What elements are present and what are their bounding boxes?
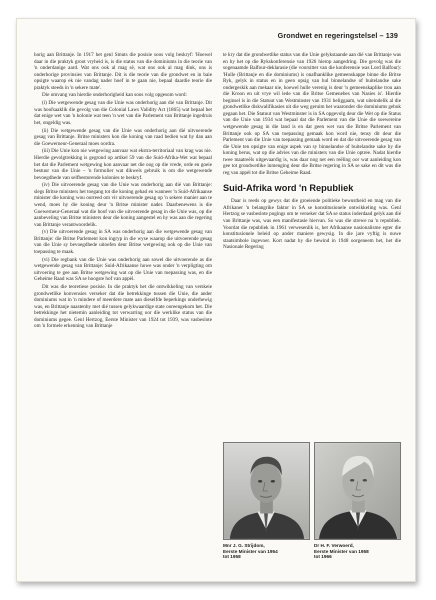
running-header: Grondwet en regeringstelsel – 139 — [277, 31, 398, 40]
photo-caption — [223, 543, 310, 560]
photo-verwoerd — [314, 442, 401, 560]
portrait-graphic — [224, 443, 309, 539]
paragraph: Die omvang van hierdie onderhorigheid kan soos volg opgesom word: — [42, 92, 187, 99]
paragraph: Dit was die teoretiese posisie. In die praktyk het die ontwikkeling van verskeie grondwetlike konvensies verseker dat die betrekkinge tussen die Unie, die ander dominiums wat in 'n mindere of meerdere mate aan dieselfde beperkings onderhewig was, en Brittanje naastenby met dié tussen gelykwaardige state ooreengekom het. Die betrekkinge het nietemin aanleiding tot verwarring oor die werklike status van die dominiums gegee. Genl Hertzog, Eerste Minister van 1924 tot 1939, was vasbeslote om 'n formele erkenning van Brittanje — [34, 284, 212, 330]
photo-strijdom — [223, 442, 310, 560]
caption-line: Mnr J. G. Strijdom, — [223, 543, 265, 548]
paragraph: (i) Die wetgewende gesag van die Unie was onderhorig aan dié van Brittanje. Dit was hoofsaaklik die gevolg van die Colonial Laws Validity Act (1865) wat bepaal het dat enige wet van 'n kolonie wat teen 'n wet van die Parlement van Brittanje ingedruis het, ongeldig was. — [34, 100, 212, 126]
section-heading: Suid-Afrika word 'n Republiek — [223, 183, 354, 194]
caption-line: Eerste Minister van 1954 — [223, 548, 278, 554]
paragraph: horig aan Brittanje. In 1917 het genl Smuts die posisie soos volg beskryf: 'Hoewel daar in die praktyk groot vryheid is, is die status van die dominiums in die teorie van 'n onderdanige aard. Wat ons ook al mag sê, wat ons ook al mag dink, ons is onderhorige provinsies van Brittanje. Dit is die teorie van die grondwet en in baie opsigte waarop ek nie vandag nader hoef in te gaan nie, bepaal daardie teorie die praktyk steeds in 'n sekere mate'. — [34, 52, 212, 91]
portrait-graphic — [315, 443, 400, 539]
paragraph: te kry dat die grondwetlike status van die Unie gelykstaande aan dié van Brittanje was en hy het op die Rykskonferensie van 1926 hierop aangedring. Die gevolg was die sogenaamde Balfour-deklarasie (die voorsitter van die konferensie was Lord Balfour): 'Hulle (Brittanje en die dominiums) is onafhanklike gemeenskappe binne die Britse Ryk, gelyk in status en in geen opsig van hul binnelandse of buitelandse sake ondergeskik aan mekaar nie, hoewel hulle verenig is deur 'n gemeenskaplike trou aan die Kroon en uit vrye wil lede van die Britse Gemenebes van Nasies is'. Hierdie beginsel is in die Statuut van Westminster van 1931 beliggaam, wat uiteindelik al die grondwetlike diskwalifikasies uit die weg geruim het waaronder die dominiums gebuk gegaan het. Die Statuut van Westminster is in SA opgevolg deur die Wet op die Status van die Unie van 1934 wat bepaal dat die Parlement van die Unie die soewereine wetgewende gesag in die land is en dat geen wet van die Britse Parlement van Brittanje ook op SA van toepassing gemaak kon word nie, tensy dit deur die Parlement van die Unie van toepassing gemaak word en dat die uitvoerende gesag van die Unie ten opsigte van enige aspek van sy binnelandse of buitelandse sake by die koning berus, wat op die advies van die ministers van die Unie optree. Nadat hierdie twee maatreëls uitgevaardig is, was daar nog net een reëling oor wat aanleiding kon gee tot grondwetlike inmenging deur die Britse regering in SA se sake en dit was die reg van appèl tot die Britse Geheime Raad. — [223, 52, 401, 176]
caption-line: tot 1966 — [314, 554, 332, 560]
paragraph: (iii) Die Unie kon nie wetgewing aanvaar wat ekstra-territoriaal van krag was nie. Hierdie gevolgtrekking is gegrond op artikel 59 van die Suid-Afrika-Wet wat bepaal het dat die Parlement wetgewing kon aanvaar net die oog op die vrede, orde en goeie bestuur van die Unie – 'n formulier wat dikwels gebruik is om die wetgewende bevoegdhede van selfbesturende kolonies te beskryf. — [34, 148, 212, 181]
paragraph: (iv) Die uitvoerende gesag van die Unie was onderhorig aan dié van Brittanje: slegs Britse ministers het toegang tot die koning gehad en wanneer 'n Suid-Afrikaanse minister die koning wou oorreed om vir uitvoerende gesag op 'n sekere manier aan te wend, moes hy die koning deur 'n Britse minister nader. Daarbenewens is die Goewerneur-Generaal wat die hoof van die uitvoerende gesag in die Unie was, op die aanbeveling van Britse ministers deur die koning aangestel en hy was aan die regering van Brittanje verantwoordelik. — [34, 182, 212, 228]
right-column — [223, 52, 401, 252]
caption-line: tot 1958 — [223, 554, 241, 560]
left-column — [34, 52, 212, 331]
portrait-photos — [223, 442, 401, 560]
caption-line: Dr H. F. Verwoerd, — [314, 543, 354, 548]
photo-caption — [314, 543, 401, 560]
paragraph: (ii) Die wetgewende gesag van die Unie was onderhorig aan dié uitvoerende gesag van Brittanje. Britse ministers kon die koning van raad bedien wat hy dan aan die Goewerneur-Generaal moes oordra. — [34, 127, 212, 147]
portrait-image-strijdom — [223, 442, 310, 540]
book-page — [16, 18, 416, 582]
portrait-image-verwoerd — [314, 442, 401, 540]
paragraph: (v) Die uitvoerende gesag in SA was onderhorig aan die wetgewende gesag van Brittanje: die Britse Parlement kon ingryp in die wyse waarop die uitvoerende gesag van die Unie sy bevoegdhede uitoefen deur Britse wetgewing ook op die Unie van toepassing te maak. — [34, 229, 212, 255]
caption-line: Eerste Minister van 1958 — [314, 548, 369, 554]
paragraph: (vi) Die regbank van die Unie was onderhorig aan sowel die uitvoerende as die wetgewende gesag van Brittanje: Suid-Afrikaanse howe was onder 'n verpligting om uitvoering te gee aan Britse wetgewing wat op die Unie van toepassing was, en die Geheime Raad was SA se hoogste hof van appèl. — [34, 256, 212, 283]
paragraph: Daar is reeds op gewys dat die groeiende politieke bewustheid en mag van die Afrikaner 'n belangrike faktor in SA se konstitusionele ontwikkeling was. Genl Hertzog se vasbeslote pogings om te verseker dat SA se status inderdaad gelyk aan dié van Brittanje was, was een manifestasie hiervan. So was die strewe na 'n republiek. Voordat die republiek in 1961 verwesenlik is, het Afrikaanse nasionalisme egter die konstitusionele beleid op ander maniere gewysig. In die jare vyftig is nuwe staatsimbole ingevoer. Kort nadat hy die bewind in 1948 oorgeneem het, het die Nasionale Regering — [223, 198, 401, 251]
